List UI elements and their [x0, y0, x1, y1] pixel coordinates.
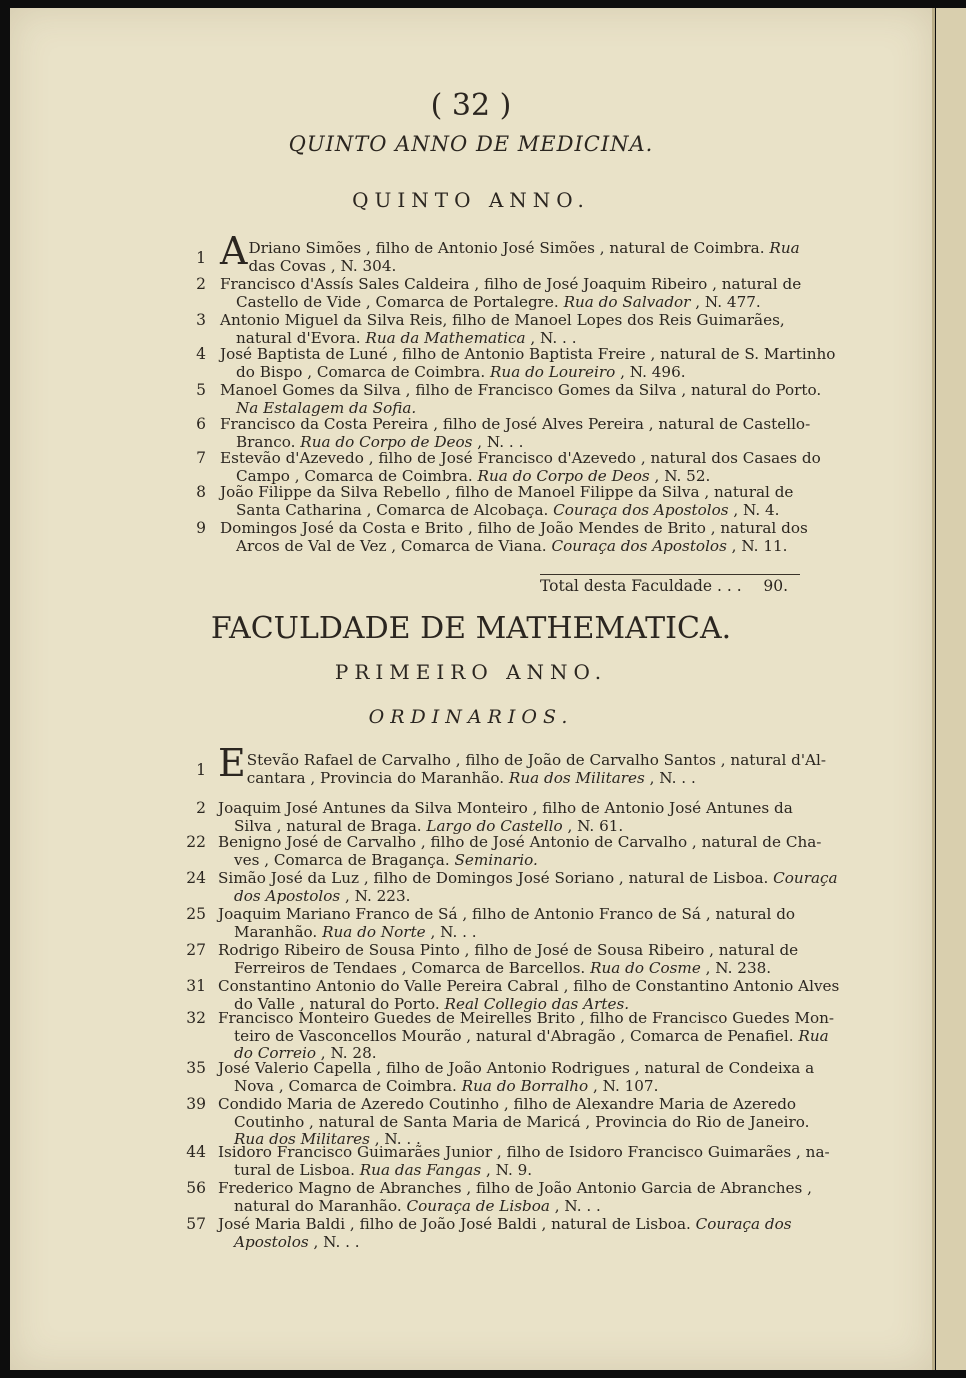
- entry-line: [218, 1078, 810, 1096]
- entry-text: [218, 1216, 810, 1251]
- entry-street-number: , N. . .: [525, 328, 577, 347]
- entry-line: [220, 381, 822, 400]
- entry-line-text: ves , Comarca de Bragança.: [234, 850, 450, 869]
- entry-line: [220, 502, 810, 520]
- entry-street-number: , N. 52.: [649, 466, 711, 485]
- entry-line: [218, 1143, 830, 1162]
- entry-line-text: Francisco da Costa Pereira , filho de José Alves Pereira , natural de Castello-: [220, 415, 811, 433]
- entry-line-text: das Covas: [248, 256, 327, 275]
- entry-line: [218, 852, 810, 870]
- entry-street-number: , N. 4.: [728, 500, 780, 519]
- entry-text: [220, 484, 810, 519]
- entry-line: [218, 960, 810, 978]
- entry-street-number: , N. 238.: [700, 958, 772, 977]
- entry-address: Rua dos Militares: [504, 768, 645, 787]
- entry-line: [218, 1114, 810, 1132]
- entry-number: 35: [186, 1059, 206, 1077]
- entry-line: [218, 1059, 815, 1078]
- entry-number: 2: [196, 275, 206, 293]
- entry-street-number: , N. . .: [425, 922, 477, 941]
- entry-line-text: Francisco d'Assís Sales Caldeira , filho de José Joaquim Ribeiro , natural de: [220, 275, 802, 293]
- page-number: ( 32 ): [430, 88, 512, 123]
- entry-line-text: Stevão Rafael de Carvalho , filho de João de Carvalho Santos , natural d'Al-: [246, 751, 827, 769]
- entry-line: [218, 1198, 810, 1216]
- entry-line: [218, 942, 810, 960]
- entry-number: 56: [186, 1179, 206, 1197]
- entry-line: [218, 1026, 829, 1046]
- entry-line-text: do Bispo , Comarca de Coimbra.: [236, 362, 486, 381]
- entry-line: [218, 833, 822, 852]
- entry-address: Rua do Borralho: [456, 1076, 589, 1095]
- section-title: QUINTO ANNO DE MEDICINA.: [288, 132, 654, 156]
- entry-line: [220, 258, 810, 276]
- entry-text: [218, 1180, 810, 1215]
- entry-line-text: Arcos de Val de Vez , Comarca de Viana.: [236, 536, 547, 555]
- entry-address: Couraça de Lisboa: [401, 1196, 550, 1215]
- entry-street-number: , N. . .: [644, 768, 696, 787]
- entry-line-text: natural d'Evora.: [236, 328, 361, 347]
- entry-line-text: natural do Maranhão.: [234, 1196, 402, 1215]
- entry-text: [220, 416, 810, 451]
- entry-line: [220, 364, 810, 382]
- entry-address: Rua do Norte: [317, 922, 426, 941]
- entry-line-text: Branco.: [236, 432, 296, 451]
- entry-line-text: Driano Simões , filho de Antonio José Simões , natural de Coimbra.: [248, 239, 765, 257]
- entry-address: Couraça dos Apostolos: [548, 500, 729, 519]
- entry-text: [218, 1143, 830, 1179]
- entry-line-text: Constantino Antonio do Valle Pereira Cabral , filho de Constantino Antonio Alves: [218, 977, 840, 995]
- entry-number: 25: [186, 905, 206, 923]
- entry-line: [220, 345, 836, 364]
- entry-address: dos Apostolos: [234, 886, 341, 905]
- entry-street-number: , N. . .: [369, 1130, 421, 1148]
- entry-text: [220, 345, 836, 381]
- entry-line-text: Isidoro Francisco Guimarães Junior , filho de Isidoro Francisco Guimarães , na-: [218, 1143, 830, 1161]
- entry-number: 57: [186, 1215, 206, 1233]
- entry-line: [220, 449, 821, 468]
- entry-line-text: José Valerio Capella , filho de João Antonio Rodrigues , natural de Condeixa a: [218, 1059, 815, 1077]
- entry-street-number: , N. 107.: [588, 1076, 659, 1095]
- entry-address: Rua do Corpo de Deos: [472, 466, 650, 485]
- entry-line-text: Francisco Monteiro Guedes de Meirelles Brito , filho de Francisco Guedes Mon-: [218, 1009, 835, 1027]
- entry-street-number: , N. 61.: [562, 816, 624, 835]
- quinto-anno-heading: QUINTO ANNO.: [352, 188, 590, 212]
- entry-line-text: tural de Lisboa.: [234, 1160, 355, 1179]
- entry-line-text: João Filippe da Silva Rebello , filho de Manoel Filippe da Silva , natural de: [220, 483, 794, 501]
- entry-street-number: , N. 223.: [340, 886, 411, 905]
- entry-text: [218, 906, 810, 941]
- entry-line: [220, 276, 810, 294]
- entry-line: [218, 770, 810, 788]
- entry-line-text: Manoel Gomes da Silva , filho de Francisco Gomes da Silva , natural do Porto.: [220, 381, 822, 399]
- entry-line-text: do Valle , natural do Porto.: [234, 994, 440, 1013]
- total-label: Total desta Faculdade . . .: [540, 577, 742, 595]
- entry-line-text: Frederico Magno de Abranches , filho de João Antonio Garcia de Abranches ,: [218, 1179, 812, 1197]
- entry-line-text: Benigno José de Carvalho , filho de José Antonio de Carvalho , natural de Cha-: [218, 833, 822, 851]
- entry-line-text: Nova , Comarca de Coimbra.: [234, 1076, 457, 1095]
- entry-address: Rua: [793, 1026, 829, 1045]
- entry-number: 8: [196, 483, 206, 501]
- document-page: [10, 8, 935, 1370]
- entry-street-number: , N. 304.: [326, 256, 397, 275]
- entry-street-number: , N. 496.: [615, 362, 686, 381]
- entry-address: Couraça dos: [690, 1215, 792, 1233]
- entry-address: do Correio: [234, 1044, 316, 1062]
- entry-line: [220, 416, 810, 434]
- faculty-title: FACULDADE DE MATHEMATICA.: [210, 611, 732, 646]
- entry-line-text: Joaquim José Antunes da Silva Monteiro , filho de Antonio José Antunes da: [218, 799, 793, 817]
- entry-street-number: , N. 477.: [690, 292, 761, 311]
- adjacent-page-edge: [936, 8, 966, 1370]
- entry-text: [220, 276, 810, 311]
- entry-text: [218, 977, 840, 1013]
- entry-text: [218, 942, 810, 977]
- drop-capital: A: [220, 229, 248, 273]
- entry-number: 7: [196, 449, 206, 467]
- entry-number: 32: [186, 1009, 206, 1027]
- entry-line: [218, 888, 810, 906]
- entry-line: [218, 1096, 810, 1114]
- entry-text: [218, 833, 822, 869]
- entry-number: 6: [196, 415, 206, 433]
- entry-line: [218, 924, 810, 942]
- entry-line-text: José Baptista de Luné , filho de Antonio Baptista Freire , natural de S. Martinho: [220, 345, 836, 363]
- entry-line: [218, 1180, 810, 1198]
- entry-address: Apostolos: [234, 1232, 309, 1251]
- entry-line-text: Estevão d'Azevedo , filho de José Francisco d'Azevedo , natural dos Casaes do: [220, 449, 821, 467]
- entry-line-text: Antonio Miguel da Silva Reis, filho de Manoel Lopes dos Reis Guimarães,: [220, 311, 785, 329]
- entry-text: [218, 1009, 835, 1063]
- entry-street-number: , N. . .: [308, 1232, 360, 1251]
- entry-address: Rua dos Militares: [234, 1130, 370, 1148]
- entry-text: [220, 229, 810, 275]
- entry-street-number: , N. 9.: [481, 1160, 533, 1179]
- entry-address: Real Collegio das Artes.: [439, 994, 630, 1013]
- entry-line-text: Coutinho , natural de Santa Maria de Maricá , Provincia do Rio de Janeiro.: [234, 1112, 810, 1131]
- entry-address: Rua do Loureiro: [485, 362, 616, 381]
- entry-line: [220, 294, 810, 312]
- entry-number: 44: [186, 1143, 206, 1161]
- entry-address: Na Estalagem da Sofia.: [236, 398, 417, 417]
- entry-line-text: Ferreiros de Tendaes , Comarca de Barcellos.: [234, 958, 586, 977]
- entry-number: 5: [196, 381, 206, 399]
- entry-text: [218, 800, 810, 835]
- entry-line: [218, 1009, 835, 1028]
- entry-line-text: Rodrigo Ribeiro de Sousa Pinto , filho de José de Sousa Ribeiro , natural de: [218, 941, 799, 959]
- entry-line: [220, 538, 810, 556]
- entry-line-text: Castello de Vide , Comarca de Portalegre.: [236, 292, 559, 311]
- drop-capital: E: [218, 741, 246, 785]
- entry-address: Seminario.: [449, 850, 538, 869]
- entry-line: [218, 1162, 810, 1180]
- total-value: 90.: [763, 577, 788, 595]
- entry-text: [220, 381, 822, 417]
- entry-text: [218, 741, 827, 787]
- entry-address: Couraça: [768, 869, 838, 887]
- entry-line: [220, 520, 810, 538]
- entry-line-text: Domingos José da Costa e Brito , filho de João Mendes de Brito , natural dos: [220, 519, 808, 537]
- entry-line: [218, 977, 840, 996]
- entry-text: [220, 520, 810, 555]
- entry-line: [218, 800, 810, 818]
- entry-line-text: Maranhão.: [234, 922, 318, 941]
- entry-number: 4: [196, 345, 206, 363]
- entry-line-text: Campo , Comarca de Coimbra.: [236, 466, 473, 485]
- entry-street-number: , N. . .: [549, 1196, 601, 1215]
- faculty-total: [540, 574, 800, 595]
- entry-street-number: , N. 28.: [315, 1044, 377, 1062]
- entry-line-text: teiro de Vasconcellos Mourão , natural d'Abragão , Comarca de Penafiel.: [234, 1026, 794, 1045]
- entry-address: Rua das Fangas: [354, 1160, 482, 1179]
- entry-line-text: Joaquim Mariano Franco de Sá , filho de Antonio Franco de Sá , natural do: [218, 905, 796, 923]
- entry-line: [218, 869, 838, 888]
- entry-line-text: Silva , natural de Braga.: [234, 816, 422, 835]
- entry-line: [220, 484, 810, 502]
- entry-address: Couraça dos Apostolos: [546, 536, 727, 555]
- entry-line-text: Santa Catharina , Comarca de Alcobaça.: [236, 500, 549, 519]
- entry-line-text: José Maria Baldi , filho de João José Baldi , natural de Lisboa.: [218, 1215, 691, 1233]
- entry-text: [218, 869, 838, 905]
- entry-number: 3: [196, 311, 206, 329]
- entry-address: Rua do Salvador: [558, 292, 691, 311]
- entry-number: 31: [186, 977, 206, 995]
- entry-line: [218, 1216, 810, 1234]
- entry-number: 39: [186, 1095, 206, 1113]
- entry-line: [218, 1234, 810, 1252]
- entry-number: 27: [186, 941, 206, 959]
- entry-address: Rua: [764, 239, 800, 257]
- entry-line-text: Simão José da Luz , filho de Domingos José Soriano , natural de Lisboa.: [218, 869, 769, 887]
- entry-number: 1: [196, 249, 206, 267]
- entry-line: [218, 906, 810, 924]
- page-content: [10, 8, 932, 1370]
- entry-street-number: , N. . .: [472, 432, 524, 451]
- entry-text: [218, 1059, 815, 1095]
- entry-address: Largo do Castello: [421, 816, 563, 835]
- entry-line-text: Condido Maria de Azeredo Coutinho , filho de Alexandre Maria de Azeredo: [218, 1095, 797, 1113]
- entry-line: [220, 312, 810, 330]
- entry-number: 22: [186, 833, 206, 851]
- ordinarios-heading: ORDINARIOS.: [368, 706, 574, 728]
- entry-address: Rua do Cosme: [585, 958, 701, 977]
- entry-address: Rua da Mathematica: [360, 328, 526, 347]
- entry-text: [220, 449, 821, 485]
- entry-address: Rua do Corpo de Deos: [295, 432, 473, 451]
- entry-number: 24: [186, 869, 206, 887]
- entry-number: 9: [196, 519, 206, 537]
- entry-number: 2: [196, 799, 206, 817]
- primeiro-anno-heading: PRIMEIRO ANNO.: [334, 660, 608, 684]
- entry-text: [218, 1096, 810, 1149]
- entry-line-text: cantara , Provincia do Maranhão.: [246, 768, 505, 787]
- entry-street-number: , N. 11.: [726, 536, 788, 555]
- entry-number: 1: [196, 761, 206, 779]
- entry-text: [220, 312, 810, 347]
